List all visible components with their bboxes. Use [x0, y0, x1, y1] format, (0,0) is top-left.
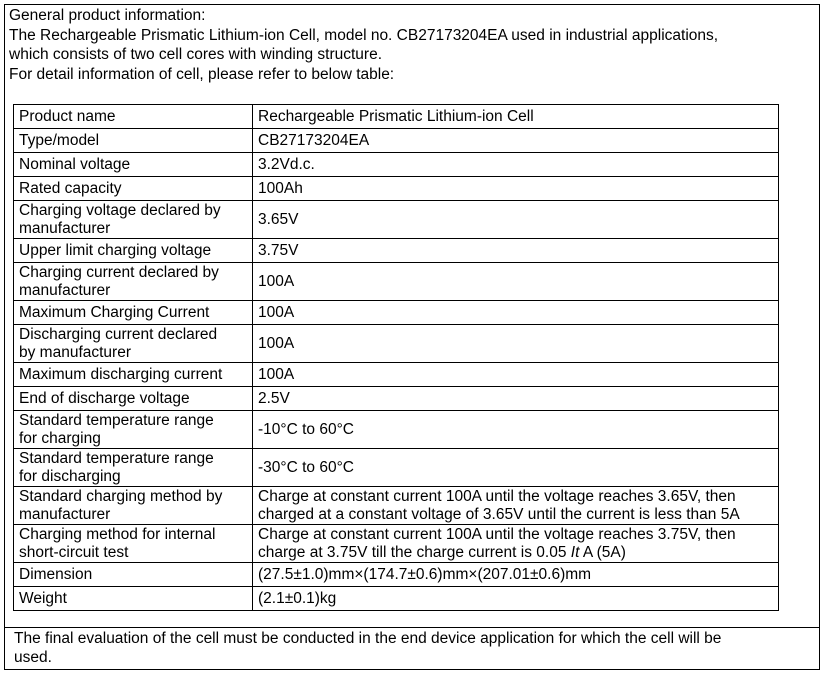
row-value-cell — [253, 301, 779, 325]
table-row — [14, 487, 779, 525]
row-value-segment: Charge at constant current 100A until the voltage reaches 3.65V, then — [258, 487, 736, 505]
row-value-text — [258, 180, 778, 198]
row-value-segment: 3.75V — [258, 241, 299, 259]
row-value-cell — [253, 563, 779, 587]
row-value-text — [258, 488, 778, 506]
row-value-segment: Rechargeable Prismatic Lithium-ion Cell — [258, 107, 534, 125]
row-label-text: Standard charging method by — [19, 487, 223, 505]
row-value-cell — [253, 153, 779, 177]
row-label-text: Charging current declared by — [19, 263, 219, 281]
row-value-segment: 3.2Vd.c. — [258, 155, 315, 173]
row-value-segment: 100A — [258, 334, 295, 352]
row-label-cell — [14, 525, 253, 563]
row-value-segment: charged at a constant voltage of 3.65V until the current is less than 5A — [258, 505, 740, 523]
row-value-cell — [253, 449, 779, 487]
row-label-text: manufacturer — [19, 281, 111, 299]
row-value-text — [258, 335, 778, 353]
row-value-segment: -30°C to 60°C — [258, 458, 354, 476]
row-label-text: Charging method for internal — [19, 525, 216, 543]
table-row — [14, 239, 779, 263]
row-value-text — [258, 156, 778, 174]
footer-line: used. — [14, 649, 52, 666]
table-row — [14, 177, 779, 201]
row-value-text — [258, 590, 778, 608]
row-value-segment: Charge at constant current 100A until the voltage reaches 3.75V, then — [258, 525, 736, 543]
row-label-text: manufacturer — [19, 505, 111, 523]
row-label-cell — [14, 239, 253, 263]
row-value-text — [258, 544, 778, 562]
table-row — [14, 563, 779, 587]
row-value-cell — [253, 387, 779, 411]
row-label-text: Maximum discharging current — [19, 365, 223, 383]
row-value-cell — [253, 525, 779, 563]
row-value-cell — [253, 201, 779, 239]
row-value-text — [258, 459, 778, 477]
row-value-cell — [253, 487, 779, 525]
row-value-cell — [253, 587, 779, 611]
intro-line: For detail information of cell, please refer to below table: — [9, 65, 395, 83]
row-label-text: Product name — [19, 107, 116, 125]
table-row — [14, 301, 779, 325]
row-label-cell — [14, 411, 253, 449]
row-value-text — [258, 108, 778, 126]
row-label-text: Charging voltage declared by — [19, 201, 221, 219]
row-value-cell — [253, 105, 779, 129]
row-value-segment: CB27173204EA — [258, 131, 370, 149]
row-label-cell — [14, 177, 253, 201]
row-value-segment: 100Ah — [258, 179, 303, 197]
table-row — [14, 325, 779, 363]
row-label-cell — [14, 105, 253, 129]
row-value-text — [258, 506, 778, 524]
table-row — [14, 105, 779, 129]
row-value-text — [258, 366, 778, 384]
row-label-cell — [14, 129, 253, 153]
row-label-cell — [14, 449, 253, 487]
intro-line: The Rechargeable Prismatic Lithium-ion Cell, model no. CB27173204EA used in industrial applications, — [9, 26, 719, 44]
specification-table — [13, 104, 779, 611]
table-row — [14, 153, 779, 177]
row-value-text — [258, 273, 778, 291]
row-label-cell — [14, 363, 253, 387]
table-row — [14, 201, 779, 239]
row-label-text: by manufacturer — [19, 343, 131, 361]
row-label-text: Rated capacity — [19, 179, 122, 197]
current-symbol: It — [570, 543, 580, 561]
row-value-cell — [253, 263, 779, 301]
table-row — [14, 387, 779, 411]
row-value-segment: 3.65V — [258, 210, 299, 228]
row-label-cell — [14, 487, 253, 525]
row-label-text: Discharging current declared — [19, 325, 218, 343]
row-label-cell — [14, 325, 253, 363]
table-row — [14, 587, 779, 611]
row-value-text — [258, 421, 778, 439]
row-value-text — [258, 566, 778, 584]
row-value-text — [258, 242, 778, 260]
row-value-cell — [253, 177, 779, 201]
row-value-cell — [253, 325, 779, 363]
row-label-text: Standard temperature range — [19, 411, 214, 429]
row-label-cell — [14, 153, 253, 177]
row-value-text — [258, 211, 778, 229]
row-value-segment: charge at 3.75V till the charge current is 0.05 — [258, 543, 571, 561]
row-value-segment: 100A — [258, 365, 295, 383]
footer-note — [14, 629, 804, 667]
row-label-text: Nominal voltage — [19, 155, 131, 173]
table-row — [14, 525, 779, 563]
row-label-text: Type/model — [19, 131, 100, 149]
specification-table-body — [14, 105, 779, 611]
footer-line: The final evaluation of the cell must be conducted in the end device application for which the cell will be — [14, 630, 722, 647]
row-label-text: short-circuit test — [19, 543, 129, 561]
row-label-cell — [14, 587, 253, 611]
table-row — [14, 411, 779, 449]
row-value-cell — [253, 239, 779, 263]
row-value-segment: (2.1±0.1)kg — [258, 589, 337, 607]
row-value-text — [258, 526, 778, 544]
row-label-text: Weight — [19, 589, 67, 607]
row-value-text — [258, 304, 778, 322]
row-value-segment: 2.5V — [258, 389, 290, 407]
row-value-text — [258, 132, 778, 150]
row-value-segment: 100A — [258, 303, 295, 321]
row-label-cell — [14, 201, 253, 239]
row-value-cell — [253, 363, 779, 387]
row-label-text: Dimension — [19, 565, 93, 583]
row-value-cell — [253, 411, 779, 449]
table-row — [14, 363, 779, 387]
row-label-cell — [14, 563, 253, 587]
row-label-cell — [14, 263, 253, 301]
row-label-text: for charging — [19, 429, 101, 447]
row-value-cell — [253, 129, 779, 153]
row-value-segment: (27.5±1.0)mm×(174.7±0.6)mm×(207.01±0.6)mm — [258, 565, 592, 583]
row-label-cell — [14, 387, 253, 411]
row-value-text — [258, 390, 778, 408]
footer-divider — [4, 627, 820, 628]
row-label-text: Upper limit charging voltage — [19, 241, 212, 259]
table-row — [14, 449, 779, 487]
row-label-text: Maximum Charging Current — [19, 303, 210, 321]
row-label-text: manufacturer — [19, 219, 111, 237]
row-label-text: End of discharge voltage — [19, 389, 190, 407]
row-label-cell — [14, 301, 253, 325]
row-value-segment: A (5A) — [579, 543, 626, 561]
table-row — [14, 263, 779, 301]
row-label-text: for discharging — [19, 467, 121, 485]
intro-line: which consists of two cell cores with winding structure. — [9, 46, 383, 63]
row-label-text: Standard temperature range — [19, 449, 214, 467]
table-row — [14, 129, 779, 153]
intro-heading: General product information: — [9, 7, 206, 24]
general-info-section — [9, 6, 809, 84]
row-value-segment: -10°C to 60°C — [258, 420, 354, 438]
row-value-segment: 100A — [258, 272, 295, 290]
